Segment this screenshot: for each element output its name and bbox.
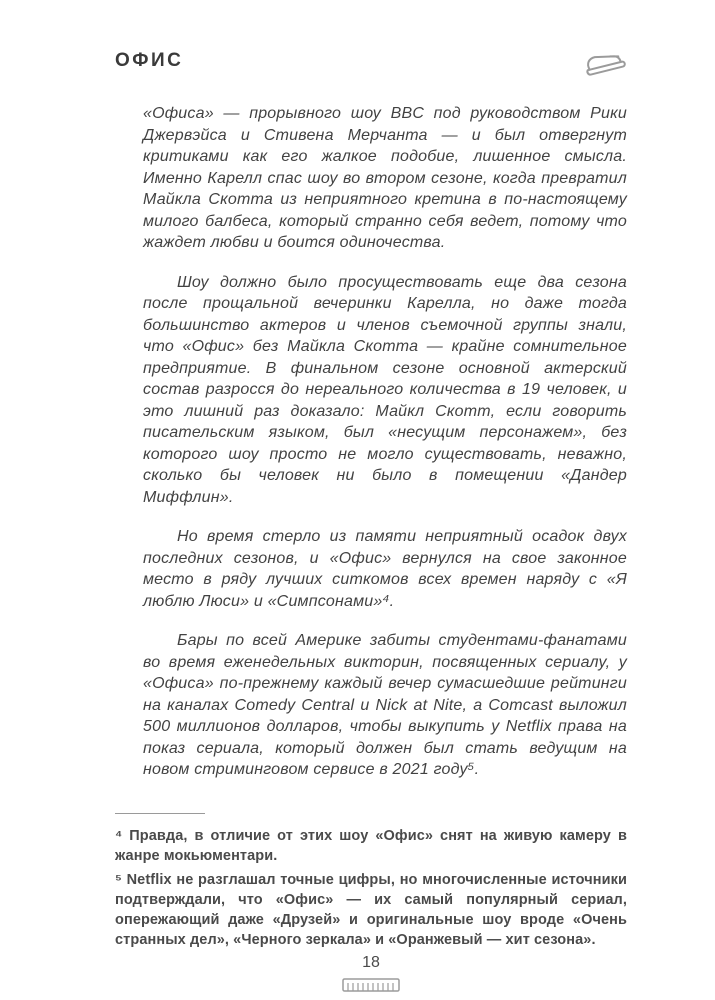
body-text: [115, 103, 627, 799]
footnote-divider: [115, 813, 205, 814]
body-paragraph: Бары по всей Америке забиты студентами-фанатами во время еженедельных викторин, посвященных сериалу, у «Офиса» по-прежнему каждый вечер сумасшедшие рейтинги на каналах Comedy Central и Nick at Nite, а Comcast выложил 500 миллионов долларов, чтобы выкупить у Netflix права на показ сериала, который должен был стать ведущим на новом стриминговом сервисе в 2021 году⁵.: [143, 632, 627, 778]
page-header: [115, 45, 627, 77]
footnotes: [115, 826, 627, 954]
body-paragraph: «Офиса» — прорывного шоу BBC под руководством Рики Джервэйса и Стивена Мерчанта — и был отвергнут критиками как его жалкое подобие, лишенное смысла. Именно Карелл спас шоу во втором сезоне, когда превратил Майкла Скотта из неприятного кретина в по-настоящему милого балбеса, который странно себя ведет, потому что жаждет любви и боится одиночества.: [143, 105, 627, 251]
body-paragraph: Но время стерло из памяти неприятный осадок двух последних сезонов, и «Офис» вернулся на свое законное место в ряду лучших ситкомов всех времен наряду с «Я люблю Люси» и «Симпсонами»⁴.: [143, 528, 627, 610]
footnote: ⁴ Правда, в отличие от этих шоу «Офис» снят на живую камеру в жанре мокьюментари.: [115, 827, 627, 864]
footnote: ⁵ Netflix не разглашал точные цифры, но многочисленные источники подтверждали, что «Офис» — их самый популярный сериал, опережающий даже «Друзей» и оригинальные шоу вроде «Очень странных дел», «Черного зеркала» и «Оранжевый — хит сезона».: [115, 871, 627, 948]
staple-strip-icon: [342, 978, 400, 992]
stapler-icon: [581, 45, 627, 77]
page-number: 18: [362, 953, 380, 971]
page-footer: [115, 954, 627, 996]
body-paragraph: Шоу должно было просуществовать еще два сезона после прощальной вечеринки Карелла, но даже тогда большинство актеров и членов съемочной группы знали, что «Офис» без Майкла Скотта — крайне сомнительное предприятие. В финальном сезоне основной актерский состав разросся до нереального количества в 19 человек, и это лишний раз доказало: Майкл Скотт, если говорить писательским языком, был «несущим персонажем», без которого шоу просто не могло существовать, неважно, сколько бы человек ни было в помещении «Дандер Миффлин».: [143, 273, 627, 506]
running-title: ОФИС: [115, 50, 184, 71]
